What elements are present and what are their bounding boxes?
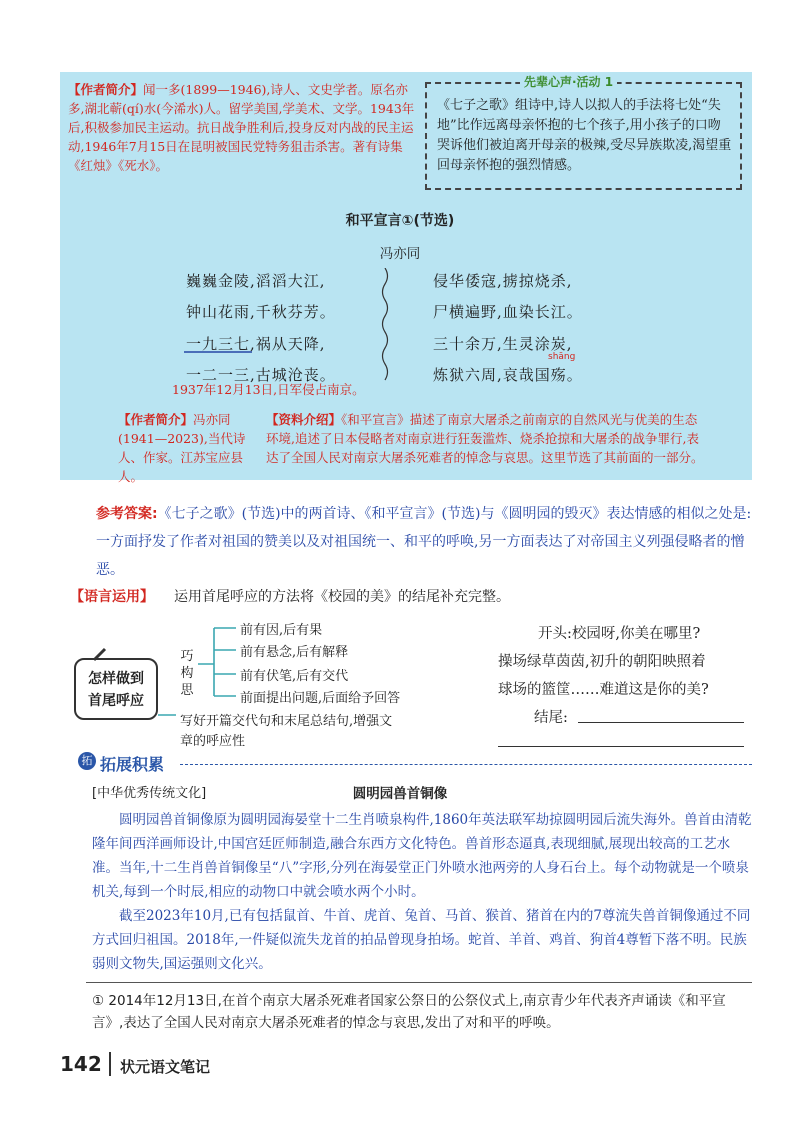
author-intro-text: 闻一多(1899—1946),诗人、文史学者。原名亦多,湖北蕲(qí)水(今浠水)人。留学美国,学美术、文学。1943年后,积极参加民主运动。抗日战争胜利后,投身反对内战的民主运动,1946年7月15日在昆明被国民党特务狙击杀害。著有诗集《红烛》《死水》。 (68, 82, 415, 173)
author-intro-label: 【作者简介】 (68, 82, 144, 97)
material-text: 《和平宣言》描述了南京大屠杀之前南京的自然风光与优美的生态环境,追述了日本侵略者对南京进行狂轰滥炸、烧杀抢掠和大屠杀的战争罪行,表达了全国人民对南京大屠杀死难者的悼念与哀思。这里节选了其前面的一部分。 (266, 412, 704, 465)
answer-text: 《七子之歌》(节选)中的两首诗、《和平宣言》(节选)与《圆明园的毁灭》表达情感的相似之处是:一方面抒发了作者对祖国的赞美以及对祖国统一、和平的呼唤,另一方面表达了对帝国主义列强侵略者的憎恶。 (96, 506, 752, 578)
reference-answer (96, 500, 756, 584)
branch-lines (196, 620, 246, 700)
poem-note: 1937年12月13日,日军侵占南京。 (172, 382, 365, 397)
branch-2: 前有悬念,后有解释 (240, 645, 349, 660)
xianbei-tag: 先辈心声·活动 1 (520, 73, 617, 90)
poem-left-line-1: 巍巍金陵,滔滔大江, (186, 272, 326, 290)
poem-left-line-2: 钟山花雨,千秋芬芳。 (186, 303, 336, 321)
wavy-divider (378, 268, 392, 388)
exercise-opening: 开头:校园呀,你美在哪里? (538, 626, 701, 642)
tuozhan-title: 拓展积累 (100, 755, 165, 774)
pinyin-shang: shāng (548, 352, 576, 362)
feng-yitong-intro (118, 410, 246, 486)
language-label: 【语言运用】 (70, 589, 154, 605)
tuozhan-icon: 拓 (78, 752, 96, 770)
article-paragraph-2: 截至2023年10月,已有包括鼠首、牛首、虎首、兔首、马首、猴首、猪首在内的7尊流失兽首铜像通过不同方式回归祖国。2018年,一件疑似流失龙首的拍品曾现身拍场。蛇首、羊首、鸡首、狗首4尊暂下落不明。民族弱则文物失,国运强则文化兴。 (92, 908, 751, 972)
qiao-gou-si-label: 巧构思 (180, 649, 194, 698)
exercise-ending-label: 结尾: (534, 710, 568, 726)
book-name: 状元语文笔记 (120, 1058, 211, 1076)
branch-3: 前有伏笔,后有交代 (240, 669, 349, 684)
poem-right-line-4: 炼狱六周,哀哉国殇。 (433, 366, 583, 384)
poem-title: 和平宣言①(节选) (345, 213, 455, 229)
xianbei-box (425, 82, 742, 190)
footer-separator (109, 1052, 111, 1076)
poem-author: 冯亦同 (379, 246, 421, 262)
footnote-rule (86, 982, 752, 983)
wen-yiduo-intro (68, 80, 420, 175)
poem-right-line-1: 侵华倭寇,掳掠烧杀, (433, 272, 573, 290)
xianbei-text: 《七子之歌》组诗中,诗人以拟人的手法将七处“失地”比作远离母亲怀抱的七个孩子,用小孩子的口吻哭诉他们被迫离开母亲的极辣,受尽异族欺凌,渴望重回母亲怀抱的强烈情感。 (437, 98, 732, 173)
how-box-line-1: 怎样做到 (88, 671, 144, 687)
poem-author-text: 冯亦同(1941—2023),当代诗人、作家。江苏宝应县人。 (118, 412, 246, 484)
poem-right-line-2: 尸横遍野,血染长江。 (433, 303, 583, 321)
underline-mark (184, 349, 254, 355)
article-title: 圆明园兽首铜像 (352, 786, 448, 802)
ending-blank-2[interactable] (498, 746, 744, 747)
branch-1: 前有因,后有果 (240, 623, 323, 638)
branch-4: 前面提出问题,后面给予回答 (240, 691, 401, 706)
bottom-connector (158, 708, 178, 722)
ending-blank-1[interactable] (578, 722, 744, 723)
category-tag: [中华优秀传统文化] (92, 786, 207, 801)
poem-right-line-3: 三十余万,生灵涂炭, (433, 335, 573, 353)
tuozhan-divider (180, 764, 752, 765)
material-label: 【资料介绍】 (266, 412, 342, 427)
poem-author-label: 【作者简介】 (118, 412, 194, 427)
how-box-line-2: 首尾呼应 (88, 693, 144, 709)
material-intro (266, 410, 708, 467)
language-task: 运用首尾呼应的方法将《校园的美》的结尾补充完整。 (174, 589, 510, 605)
poem-left-line-3: 一九三七,祸从天降, (186, 335, 326, 353)
answer-label: 参考答案: (96, 506, 158, 522)
how-bottom-line-2: 章的呼应性 (180, 734, 246, 749)
pen-icon (92, 646, 108, 662)
page-number: 142 (60, 1052, 102, 1076)
how-box (74, 658, 158, 720)
exercise-line-3: 球场的篮筐……难道这是你的美? (498, 682, 709, 698)
article-paragraph-1: 圆明园兽首铜像原为圆明园海晏堂十二生肖喷泉构件,1860年英法联军劫掠圆明园后流失海外。兽首由清乾隆年间西洋画师设计,中国宫廷匠师制造,融合东西方文化特色。兽首形态逼真,表现细腻,展现出较高的工艺水准。当年,十二生肖兽首铜像呈“八”字形,分列在海晏堂正门外喷水池两旁的人身石台上。每个动物就是一个喷泉机关,每到一个时辰,相应的动物口中就会喷水两个小时。 (92, 812, 752, 900)
footnote: ① 2014年12月13日,在首个南京大屠杀死难者国家公祭日的公祭仪式上,南京青少年代表齐声诵读《和平宣言》,表达了全国人民对南京大屠杀死难者的悼念与哀思,发出了对和平的呼唤。 (92, 993, 726, 1031)
how-bottom-line-1: 写好开篇交代句和末尾总结句,增强文 (180, 714, 393, 729)
exercise-line-2: 操场绿草茵茵,初升的朝阳映照着 (498, 654, 706, 670)
poem-left-line-4: 一二一三,古城沧丧。 (186, 366, 336, 384)
